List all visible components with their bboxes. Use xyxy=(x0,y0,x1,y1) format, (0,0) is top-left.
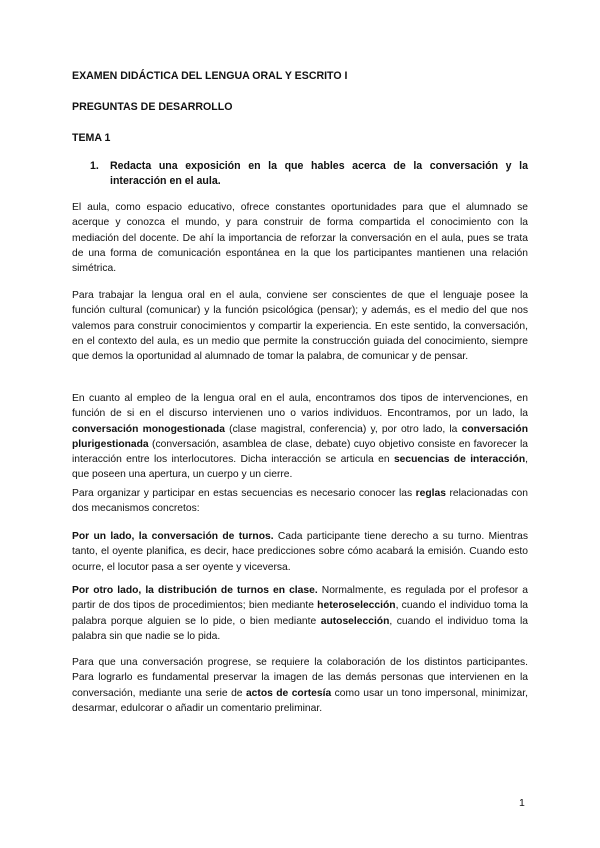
term-actos-cortesia: actos de cortesía xyxy=(245,687,332,699)
paragraph-4-text: Para organizar y participar en estas secuencias es necesario conocer las xyxy=(72,488,416,499)
paragraph-1: El aula, como espacio educativo, ofrece constantes oportunidades para que el alumnado se acerque y conozca el mundo, y para construir de forma compartida el conocimiento con la mediación del docente. De ahí la importancia de reforzar la conversación en el aula, pues se trata de una forma de comunicación espontánea en la que los participantes mantienen una relación simétrica. xyxy=(72,202,528,275)
term-heteroseleccion: heteroselección xyxy=(317,600,396,612)
paragraph-4 xyxy=(72,486,528,517)
term-secuencias: secuencias de interacción xyxy=(393,454,526,466)
term-monogestionada: conversación monogestionada xyxy=(72,423,225,435)
paragraph-6-text: , cuando el individuo toma la palabra sin que nadie se lo pida. xyxy=(72,615,528,642)
question-number: 1. xyxy=(90,160,99,172)
paragraph-7-text: como usar un tono impersonal, minimizar, desarmar, edulcorar o añadir un comentario preliminar. xyxy=(72,687,528,714)
document-title: EXAMEN DIDÁCTICA DEL LENGUA ORAL Y ESCRITO I xyxy=(72,70,348,82)
topic-heading: TEMA 1 xyxy=(72,132,111,144)
paragraph-6 xyxy=(72,583,528,644)
paragraph-3-text: (conversación, asamblea de clase, debate) cuyo objetivo consiste en favorecer la interacción entre los interlocutores. Dicha interacción se articula en xyxy=(72,438,528,466)
paragraph-6-text: , cuando el individuo toma la palabra porque alguien se lo pide, o bien mediante xyxy=(72,600,528,627)
paragraph-3 xyxy=(72,391,528,483)
paragraph-3-text: En cuanto al empleo de la lengua oral en el aula, encontramos dos tipos de intervenciones, en función de si en el discurso intervienen uno o varios individuos. Encontramos, por un lado, la xyxy=(72,393,528,420)
question-item xyxy=(90,159,528,189)
page-number: 1 xyxy=(519,797,525,809)
paragraph-6-lead: Por otro lado, la distribución de turnos en clase. xyxy=(72,585,318,596)
term-autoseleccion: autoselección xyxy=(320,615,390,627)
paragraph-6-text: Normalmente, es regulada por el profesor a partir de dos tipos de procedimientos; bien mediante xyxy=(72,585,528,612)
paragraph-2: Para trabajar la lengua oral en el aula, conviene ser conscientes de que el lenguaje posee la función cultural (comunicar) y la función psicológica (pensar); y además, es el medio del que nos valemos para construir conocimientos y compartir la experiencia. En este sentido, la conversación, en el contexto del aula, es un medio que permite la construcción guiada del conocimiento, siempre que demos la oportunidad al alumnado de tomar la palabra, de comunicar y de pensar. xyxy=(72,290,528,363)
paragraph-3-text: , que poseen una apertura, un cuerpo y un cierre. xyxy=(72,454,528,481)
paragraph-4-text: relacionadas con dos mecanismos concretos: xyxy=(72,488,528,515)
section-heading: PREGUNTAS DE DESARROLLO xyxy=(72,101,233,113)
paragraph-3-text: (clase magistral, conferencia) y, por otro lado, la xyxy=(224,423,462,435)
paragraph-5-lead: Por un lado, la conversación de turnos. xyxy=(72,531,274,542)
paragraph-5 xyxy=(72,529,528,575)
paragraph-7-text: Para que una conversación progrese, se requiere la colaboración de los distintos participantes. Para lograrlo es fundamental preservar la imagen de las demás personas que intervienen en la conversación, mediante una serie de xyxy=(72,657,528,699)
term-plurigestionada: conversación plurigestionada xyxy=(72,423,528,450)
paragraph-5-text: Cada participante tiene derecho a su turno. Mientras tanto, el oyente planifica, es decir, hace predicciones sobre cómo acabará la emisión. Cuando esto ocurre, el locutor pasa a ser oyente y viceversa. xyxy=(72,531,528,573)
paragraph-7 xyxy=(72,655,528,716)
question-text: Redacta una exposición en la que hables acerca de la conversación y la interacción en el aula. xyxy=(110,160,528,187)
term-reglas: reglas xyxy=(415,488,446,499)
